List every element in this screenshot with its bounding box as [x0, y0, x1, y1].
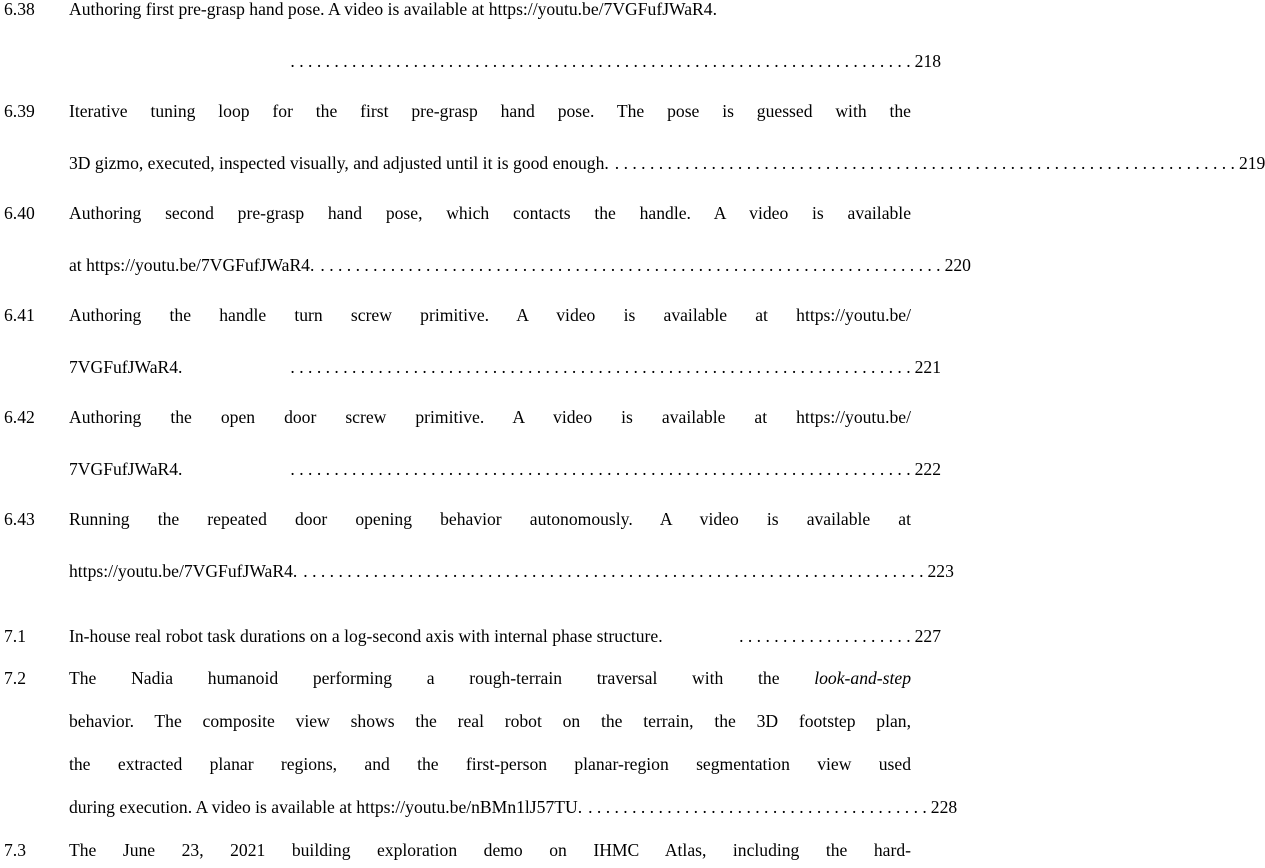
figure-number: 7.1: [4, 626, 26, 646]
leader-dots: . . . . . . . . . . . . . . . . . . . . . . . . . . . . . . . . . . . . . . . . . . . . . . . . . . . . . . . . . . . . . . . . . . . . . . .: [290, 459, 911, 479]
figure-number: 6.43: [4, 509, 35, 529]
entry-text: The June 23, 2021 building exploration demo on IHMC Atlas, including the hard-: [69, 840, 911, 860]
page-number[interactable]: 227: [914, 626, 941, 646]
entry-text: Running the repeated door opening behavior autonomously. A video is available at: [69, 509, 911, 529]
leader-line: [69, 255, 971, 276]
behavior-name: look-and-step: [814, 668, 911, 688]
page-number[interactable]: 219: [1238, 153, 1265, 173]
leader-line: [69, 459, 941, 480]
entry-text: 7VGFufJWaR4.: [69, 459, 183, 479]
leader-line: [69, 357, 941, 378]
entry-text: [69, 668, 911, 689]
page-number[interactable]: 228: [930, 797, 958, 817]
entry-text: the extracted planar regions, and the first-person planar-region segmentation view used: [69, 754, 911, 774]
figure-number: 7.3: [4, 840, 26, 860]
leader-dots: . . . . . . . . . . . . . . . . . . . . . . . . . . . . . . . . . . . . . . .: [588, 797, 927, 817]
figure-number: 6.42: [4, 407, 35, 427]
page-number[interactable]: 222: [914, 459, 941, 479]
figure-number: 7.2: [4, 668, 26, 688]
entry-text: Authoring the handle turn screw primitive. A video is available at https://youtu.be/: [69, 305, 911, 325]
leader-dots: . . . . . . . . . . . . . . . . . . . .: [739, 626, 911, 646]
entry-text-plain: The Nadia humanoid performing a rough-terrain traversal with the: [69, 668, 780, 688]
entry-text: during execution. A video is available at https://youtu.be/nBMn1lJ57TU.: [69, 797, 583, 817]
leader-line: [69, 51, 941, 72]
leader-dots: . . . . . . . . . . . . . . . . . . . . . . . . . . . . . . . . . . . . . . . . . . . . . . . . . . . . . . . . . . . . . . . . . . . . . . .: [290, 51, 911, 71]
page-number[interactable]: 223: [927, 561, 954, 581]
page-number[interactable]: 218: [914, 51, 941, 71]
entry-text: https://youtu.be/7VGFufJWaR4.: [69, 561, 298, 581]
figure-number: 6.39: [4, 101, 35, 121]
leader-line: [69, 626, 941, 647]
leader-line: [69, 797, 958, 818]
figure-number: 6.38: [4, 0, 35, 19]
figure-number: 6.41: [4, 305, 35, 325]
figure-number: 6.40: [4, 203, 35, 223]
leader-dots: . . . . . . . . . . . . . . . . . . . . . . . . . . . . . . . . . . . . . . . . . . . . . . . . . . . . . . . . . . . . . . . . . . . . . . .: [614, 153, 1235, 173]
entry-text: In-house real robot task durations on a log-second axis with internal phase structure.: [69, 626, 663, 646]
leader-line: [69, 561, 954, 582]
entry-text: Iterative tuning loop for the first pre-grasp hand pose. The pose is guessed with the: [69, 101, 911, 121]
page-number[interactable]: 220: [944, 255, 971, 275]
entry-text: Authoring second pre-grasp hand pose, which contacts the handle. A video is available: [69, 203, 911, 223]
entry-text: 7VGFufJWaR4.: [69, 357, 183, 377]
entry-text: Authoring first pre-grasp hand pose. A video is available at https://youtu.be/7VGFufJWaR4.: [69, 0, 717, 19]
entry-text: behavior. The composite view shows the real robot on the terrain, the 3D footstep plan,: [69, 711, 911, 731]
leader-dots: . . . . . . . . . . . . . . . . . . . . . . . . . . . . . . . . . . . . . . . . . . . . . . . . . . . . . . . . . . . . . . . . . . . . . . .: [320, 255, 941, 275]
leader-dots: . . . . . . . . . . . . . . . . . . . . . . . . . . . . . . . . . . . . . . . . . . . . . . . . . . . . . . . . . . . . . . . . . . . . . . .: [303, 561, 924, 581]
page-number[interactable]: 221: [914, 357, 941, 377]
entry-text: 3D gizmo, executed, inspected visually, and adjusted until it is good enough.: [69, 153, 609, 173]
leader-dots: . . . . . . . . . . . . . . . . . . . . . . . . . . . . . . . . . . . . . . . . . . . . . . . . . . . . . . . . . . . . . . . . . . . . . . .: [290, 357, 911, 377]
entry-text: at https://youtu.be/7VGFufJWaR4.: [69, 255, 315, 275]
entry-text: Authoring the open door screw primitive. A video is available at https://youtu.be/: [69, 407, 911, 427]
leader-line: [69, 153, 1265, 174]
